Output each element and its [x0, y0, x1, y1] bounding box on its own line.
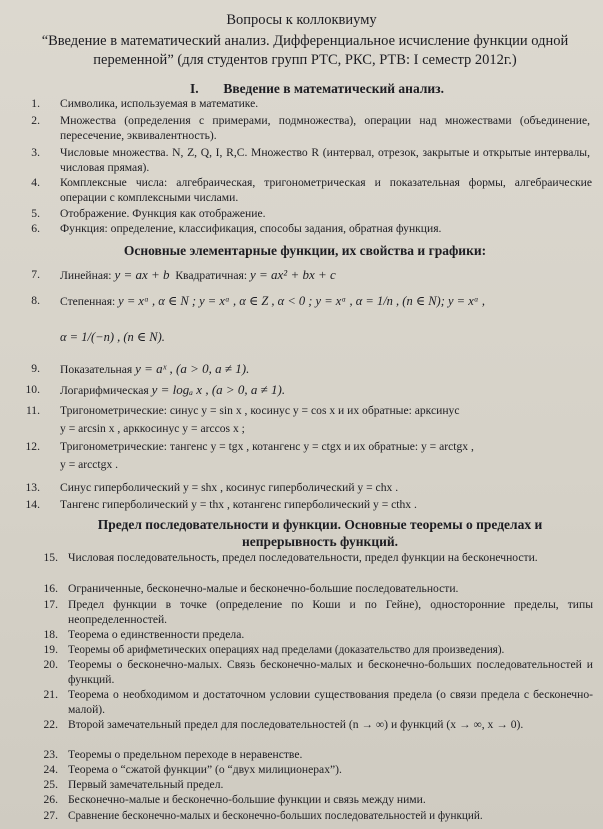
- section-1-title: Введение в математический анализ.: [223, 81, 444, 96]
- section-3-heading: Предел последовательности и функции. Основные теоремы о пределах и непрерывность функций.: [97, 517, 543, 549]
- document-subtitle: “Введение в математический анализ. Дифференциальное исчисление функции одной переменной” (для студентов групп РТС, РКС, РТВ: I семестр 2012г.): [41, 33, 569, 68]
- formula: y = xᵅ , α ∈ N ; y = xᵅ , α ∈ Z , α < 0 ; y = xᵅ , α = 1/n , (n ∈ N); y = xᵅ ,: [118, 294, 486, 308]
- formula: α = 1/(−n) , (n ∈ N).: [60, 330, 165, 344]
- section-1-heading: [190, 81, 480, 97]
- formula: y = aˣ , (a > 0, a ≠ 1).: [135, 361, 250, 376]
- section-2-heading: Основные элементарные функции, их свойства и графики:: [123, 243, 487, 258]
- formula: y = logₐ x , (a > 0, a ≠ 1).: [151, 382, 286, 397]
- document-page: Вопросы к коллоквиуму “Введение в математический анализ. Дифференциальное исчисление функции одной переменной” (для студентов групп РТС, РКС, РТВ: I семестр 2012г.) I. Введение в математический анализ. 1. Символика, используемая в математике. 2. Множества (определения с примерами, подмножества), операции над множествами (объединение, пересечение, эквивалентность). 3. Числовые множества. N, Z, Q, I, R,C. Множество R (интервал, отрезок, закрытые и открытые интервалы, числовая прямая). 4. Комплексные числа: алгебраическая, тригонометрическая и показательная формы, алгебраические операции с комплексными числами. 5. Отображение. Функция как отображение. 6. Функция: определение, классификация, способы задания, обратная функция. Основные элементарные функции, их свойства и графики: 7. Линейная: y = ax + b Квадратичная: y = ax² + bx + c 8. Степенная: y = xᵅ , α ∈ N ; y = xᵅ , α ∈ Z , α < 0 ; y = xᵅ , α = 1/n , (n ∈ N); y = xᵅ , α = 1/(−n) , (n ∈ N). 9. Показательная y = aˣ , (a > 0, a ≠ 1). 10. Логарифмическая y = logₐ x , (a > 0, a ≠ 1). 11. Тригонометрические: синус y = sin x , косинус y = cos x и их обратные: арксинус y = arcsin x , арккосинус y = arccos x ; 12. Тригонометрические: тангенс y = tgx , котангенс y = ctgx и их обратные: y = arctgx , y = arcctgx . 13. Синус гиперболический y = shx , косинус гиперболический y = chx . 14. Тангенс гиперболический y = thx , котангенс гиперболический y = cthx . Предел последовательности и функции. Основные теоремы о пределах и непрерывность функций. 15. Числовая последовательность, предел последовательности, предел функции на бесконечности. 16. Ограниченные, бесконечно-малые и бесконечно-большие последовательности. 17. Предел функции в точке (определение по Коши и по Гейне), односторонние пределы, типы неопределенностей. 18. Теорема о единственности предела. 19. Теоремы об арифметических операциях над пределами (доказательство для произведения). 20. Теоремы о бесконечно-малых. Связь бесконечно-малых и бесконечно-больших последовательностей и функций. 21. Теорема о необходимом и достаточном условии существования предела (о связи предела с бесконечно-малой). 22. Второй замечательный предел для последовательностей (n → ∞) и функций (x → ∞, x → 0). 23. Теоремы о предельном переходе в неравенстве. 24. Теорема о “сжатой функции” (о “двух милиционерах”). 25. Первый замечательный предел. 26. Бесконечно-малые и бесконечно-большие функции и связь между ними. 27. Сравнение бесконечно-малых и бесконечно-больших последовательностей и функций.: [0, 0, 603, 829]
- section-1-number: I.: [190, 81, 199, 96]
- document-title: Вопросы к коллоквиуму: [226, 12, 377, 28]
- formula: y = ax² + bx + c: [249, 267, 336, 282]
- formula: y = ax + b: [114, 267, 170, 282]
